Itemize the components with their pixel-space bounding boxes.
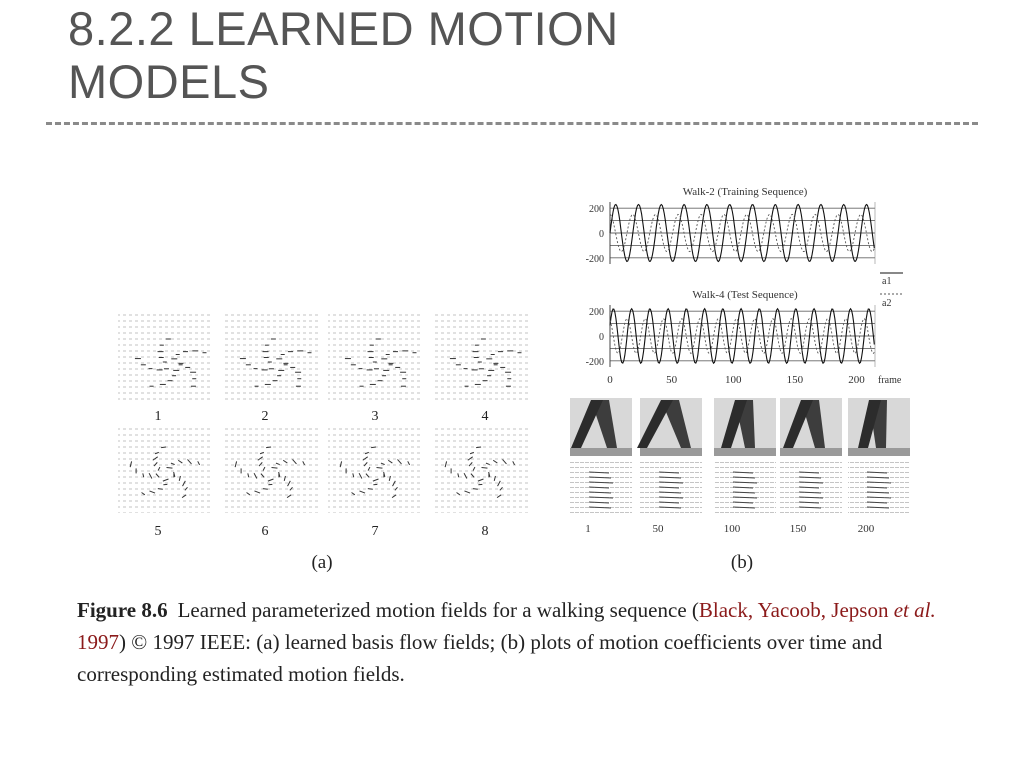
- estimated-motion-field: [570, 460, 632, 514]
- flow-vector: [161, 447, 166, 448]
- y-tick-label: 200: [589, 307, 604, 319]
- y-tick-label: -200: [585, 356, 604, 368]
- flow-vector: [263, 489, 268, 490]
- flow-field-background: [328, 425, 423, 513]
- legend-label-a2: a2: [882, 298, 892, 309]
- flow-fields-grid: [118, 312, 528, 539]
- flow-field-panel: [433, 312, 528, 424]
- y-tick-label: 0: [599, 229, 604, 240]
- slide-title-line-1: 8.2.2 LEARNED MOTION: [68, 2, 619, 55]
- frame-floor: [714, 448, 776, 456]
- flow-field-number: 1: [154, 409, 162, 424]
- figure-caption: [77, 594, 947, 690]
- walking-frame: [570, 398, 632, 535]
- x-tick-label: 150: [786, 374, 804, 386]
- plot-legend: [880, 273, 903, 309]
- flow-field-panel: [118, 312, 213, 424]
- coefficient-plot: [586, 186, 875, 265]
- citation-et-al: et al.: [893, 598, 936, 622]
- flow-vector: [371, 447, 376, 448]
- flow-field-background: [328, 312, 423, 400]
- figure-svg: [110, 180, 920, 580]
- flow-field-background: [118, 312, 213, 400]
- frame-floor: [570, 448, 632, 456]
- x-unit-label: frame: [878, 375, 902, 386]
- frame-floor: [848, 448, 910, 456]
- estimated-motion-field: [848, 460, 910, 514]
- flow-field-background: [223, 312, 318, 400]
- flow-vector: [473, 489, 478, 490]
- flow-vector: [368, 489, 373, 490]
- caption-figure-label: Figure 8.6: [77, 598, 168, 622]
- walking-frame: [780, 398, 842, 535]
- flow-field-panel: [328, 425, 423, 539]
- citation-year: 1997: [77, 630, 119, 654]
- flow-field-panel: [118, 425, 213, 539]
- y-tick-label: 200: [589, 204, 604, 216]
- walking-frame: [848, 398, 910, 535]
- flow-field-number: 7: [371, 524, 379, 539]
- walking-frame: [637, 398, 702, 535]
- plot-title: Walk-2 (Training Sequence): [682, 186, 808, 198]
- flow-field-panel: [223, 425, 318, 539]
- frame-number: 50: [652, 523, 664, 535]
- x-tick-label: 0: [607, 374, 613, 386]
- coefficient-plot: [586, 289, 902, 386]
- flow-field-number: 6: [261, 524, 269, 539]
- flow-field-number: 3: [371, 409, 379, 424]
- x-tick-label: 100: [725, 374, 742, 386]
- flow-field-panel: [223, 312, 318, 424]
- legend-label-a1: a1: [882, 276, 892, 287]
- x-tick-label: 200: [848, 374, 865, 386]
- frame-number: 150: [789, 523, 807, 535]
- caption-text-1: Learned parameterized motion fields for a walking sequence (: [177, 598, 699, 622]
- flow-field-number: 2: [261, 409, 269, 424]
- frame-number: 200: [857, 523, 875, 535]
- y-tick-label: -200: [585, 253, 604, 265]
- flow-vector: [266, 447, 271, 448]
- flow-vector: [476, 447, 481, 448]
- flow-field-number: 8: [481, 524, 489, 539]
- flow-field-background: [433, 425, 528, 513]
- flow-field-panel: [328, 312, 423, 424]
- estimated-motion-field: [640, 460, 702, 514]
- frame-number: 100: [723, 523, 741, 535]
- slide-title: [68, 2, 768, 108]
- sublabel-a: (a): [311, 552, 333, 573]
- flow-field-background: [118, 425, 213, 513]
- slide-title-line-2: MODELS: [68, 55, 270, 108]
- estimated-motion-field: [714, 460, 776, 514]
- estimated-motion-field: [780, 460, 842, 514]
- flow-field-background: [223, 425, 318, 513]
- title-divider: [46, 122, 978, 125]
- caption-text-2: ) © 1997 IEEE: (a) learned basis flow fields; (b) plots of motion coefficients over time and corresponding estimated motion fields.: [77, 630, 883, 686]
- flow-field-number: 5: [154, 524, 162, 539]
- figure-8-6: [110, 180, 920, 580]
- flow-field-background: [433, 312, 528, 400]
- frame-floor: [780, 448, 842, 456]
- sublabel-b: (b): [730, 552, 754, 573]
- walking-frames: [570, 398, 910, 535]
- x-tick-label: 50: [666, 374, 678, 386]
- y-tick-label: 0: [599, 332, 604, 343]
- plot-title: Walk-4 (Test Sequence): [692, 289, 798, 301]
- walking-frame: [714, 398, 776, 535]
- frame-floor: [640, 448, 702, 456]
- flow-vector: [158, 489, 163, 490]
- citation-authors: Black, Yacoob, Jepson: [698, 598, 894, 622]
- flow-field-panel: [433, 425, 528, 539]
- flow-field-number: 4: [481, 409, 489, 424]
- coefficient-plots: [586, 186, 903, 386]
- frame-number: 1: [585, 523, 591, 535]
